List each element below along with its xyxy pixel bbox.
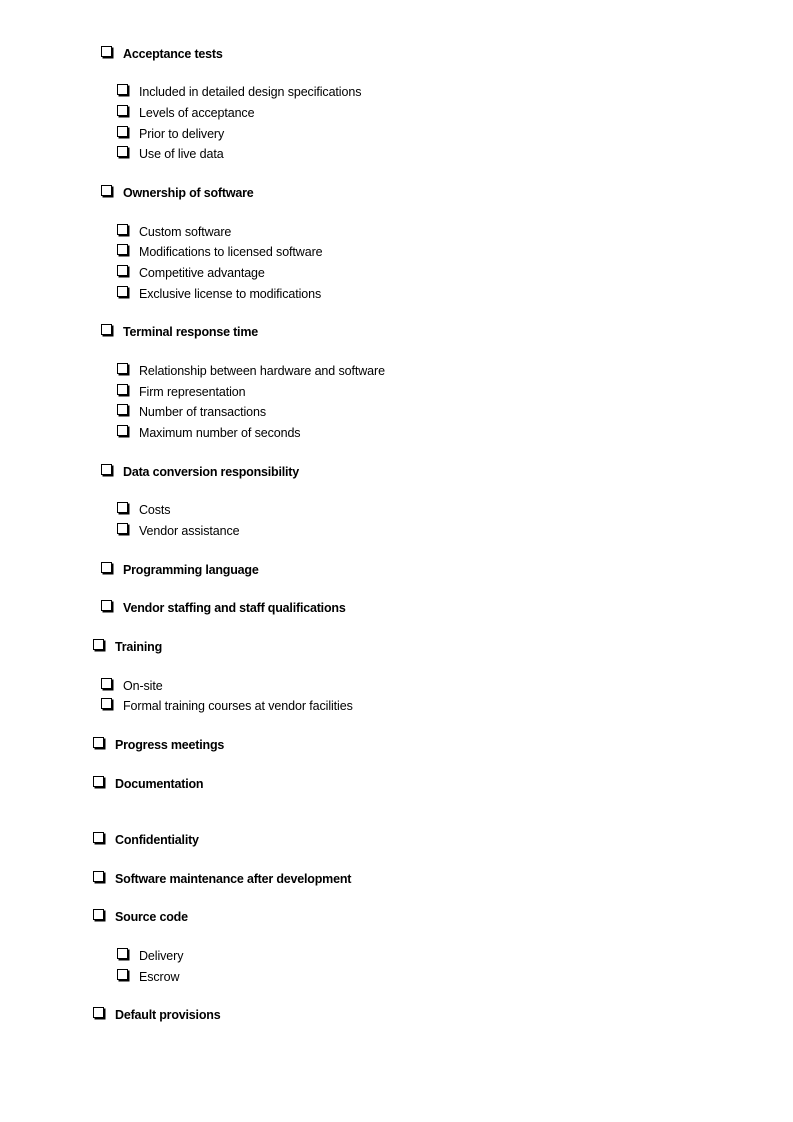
checklist-heading: Vendor staffing and staff qualifications (123, 601, 346, 615)
checkbox-icon[interactable] (117, 105, 128, 116)
checkbox-icon[interactable] (117, 84, 128, 95)
checkbox-icon[interactable] (101, 678, 112, 689)
checkbox-icon[interactable] (117, 404, 128, 415)
checkbox-icon[interactable] (117, 286, 128, 297)
checkbox-icon[interactable] (117, 126, 128, 137)
checkbox-icon[interactable] (93, 909, 104, 920)
checklist-heading: Acceptance tests (123, 47, 223, 61)
checkbox-icon[interactable] (101, 698, 112, 709)
checklist-subitem: Prior to delivery (139, 127, 225, 141)
checkbox-icon[interactable] (93, 776, 104, 787)
checklist-heading: Programming language (123, 563, 259, 577)
checkbox-icon[interactable] (93, 1007, 104, 1018)
checkbox-icon[interactable] (117, 363, 128, 374)
checkbox-icon[interactable] (101, 464, 112, 475)
checkbox-icon[interactable] (117, 146, 128, 157)
checklist-subitem: Use of live data (139, 147, 224, 161)
checklist-subitem: Custom software (139, 225, 232, 239)
checkbox-icon[interactable] (101, 324, 112, 335)
checklist-heading: Data conversion responsibility (123, 465, 299, 479)
checkbox-icon[interactable] (117, 523, 128, 534)
checklist-heading: Confidentiality (115, 833, 199, 847)
checkbox-icon[interactable] (93, 871, 104, 882)
checklist-subitem: Vendor assistance (139, 524, 240, 538)
checklist-subitem: Modifications to licensed software (139, 245, 323, 259)
checklist-subitem: Relationship between hardware and software (139, 364, 385, 378)
checklist-heading: Terminal response time (123, 325, 258, 339)
checklist-subitem: Exclusive license to modifications (139, 287, 322, 301)
checkbox-icon[interactable] (93, 737, 104, 748)
checklist-heading: Ownership of software (123, 186, 254, 200)
checkbox-icon[interactable] (117, 224, 128, 235)
checkbox-icon[interactable] (117, 948, 128, 959)
checklist-heading: Software maintenance after development (115, 872, 352, 886)
checklist-heading: Default provisions (115, 1008, 221, 1022)
checkbox-icon[interactable] (101, 600, 112, 611)
checkbox-icon[interactable] (93, 639, 104, 650)
checkbox-icon[interactable] (117, 425, 128, 436)
checkbox-icon[interactable] (101, 185, 112, 196)
checklist-subitem: Number of transactions (139, 405, 267, 419)
checkbox-icon[interactable] (117, 244, 128, 255)
checklist-subitem: Firm representation (139, 385, 246, 399)
checklist-heading: Source code (115, 910, 188, 924)
checkbox-icon[interactable] (117, 969, 128, 980)
checkbox-icon[interactable] (117, 384, 128, 395)
checkbox-icon[interactable] (101, 46, 112, 57)
checklist-subitem: Delivery (139, 949, 184, 963)
checkbox-icon[interactable] (117, 502, 128, 513)
checklist-heading: Training (115, 640, 163, 654)
checklist-heading: Progress meetings (115, 738, 225, 752)
checklist-subitem: Competitive advantage (139, 266, 265, 280)
checklist-subitem: Costs (139, 503, 171, 517)
checklist-heading: Documentation (115, 777, 204, 791)
checklist-subitem: Formal training courses at vendor facilities (123, 699, 353, 713)
checklist-subitem: Levels of acceptance (139, 106, 255, 120)
checklist-subitem: Included in detailed design specifications (139, 85, 362, 99)
checkbox-icon[interactable] (93, 832, 104, 843)
checklist-subitem: Escrow (139, 970, 180, 984)
checklist-subitem: Maximum number of seconds (139, 426, 301, 440)
checkbox-icon[interactable] (101, 562, 112, 573)
checklist-subitem: On-site (123, 679, 163, 693)
checkbox-icon[interactable] (117, 265, 128, 276)
